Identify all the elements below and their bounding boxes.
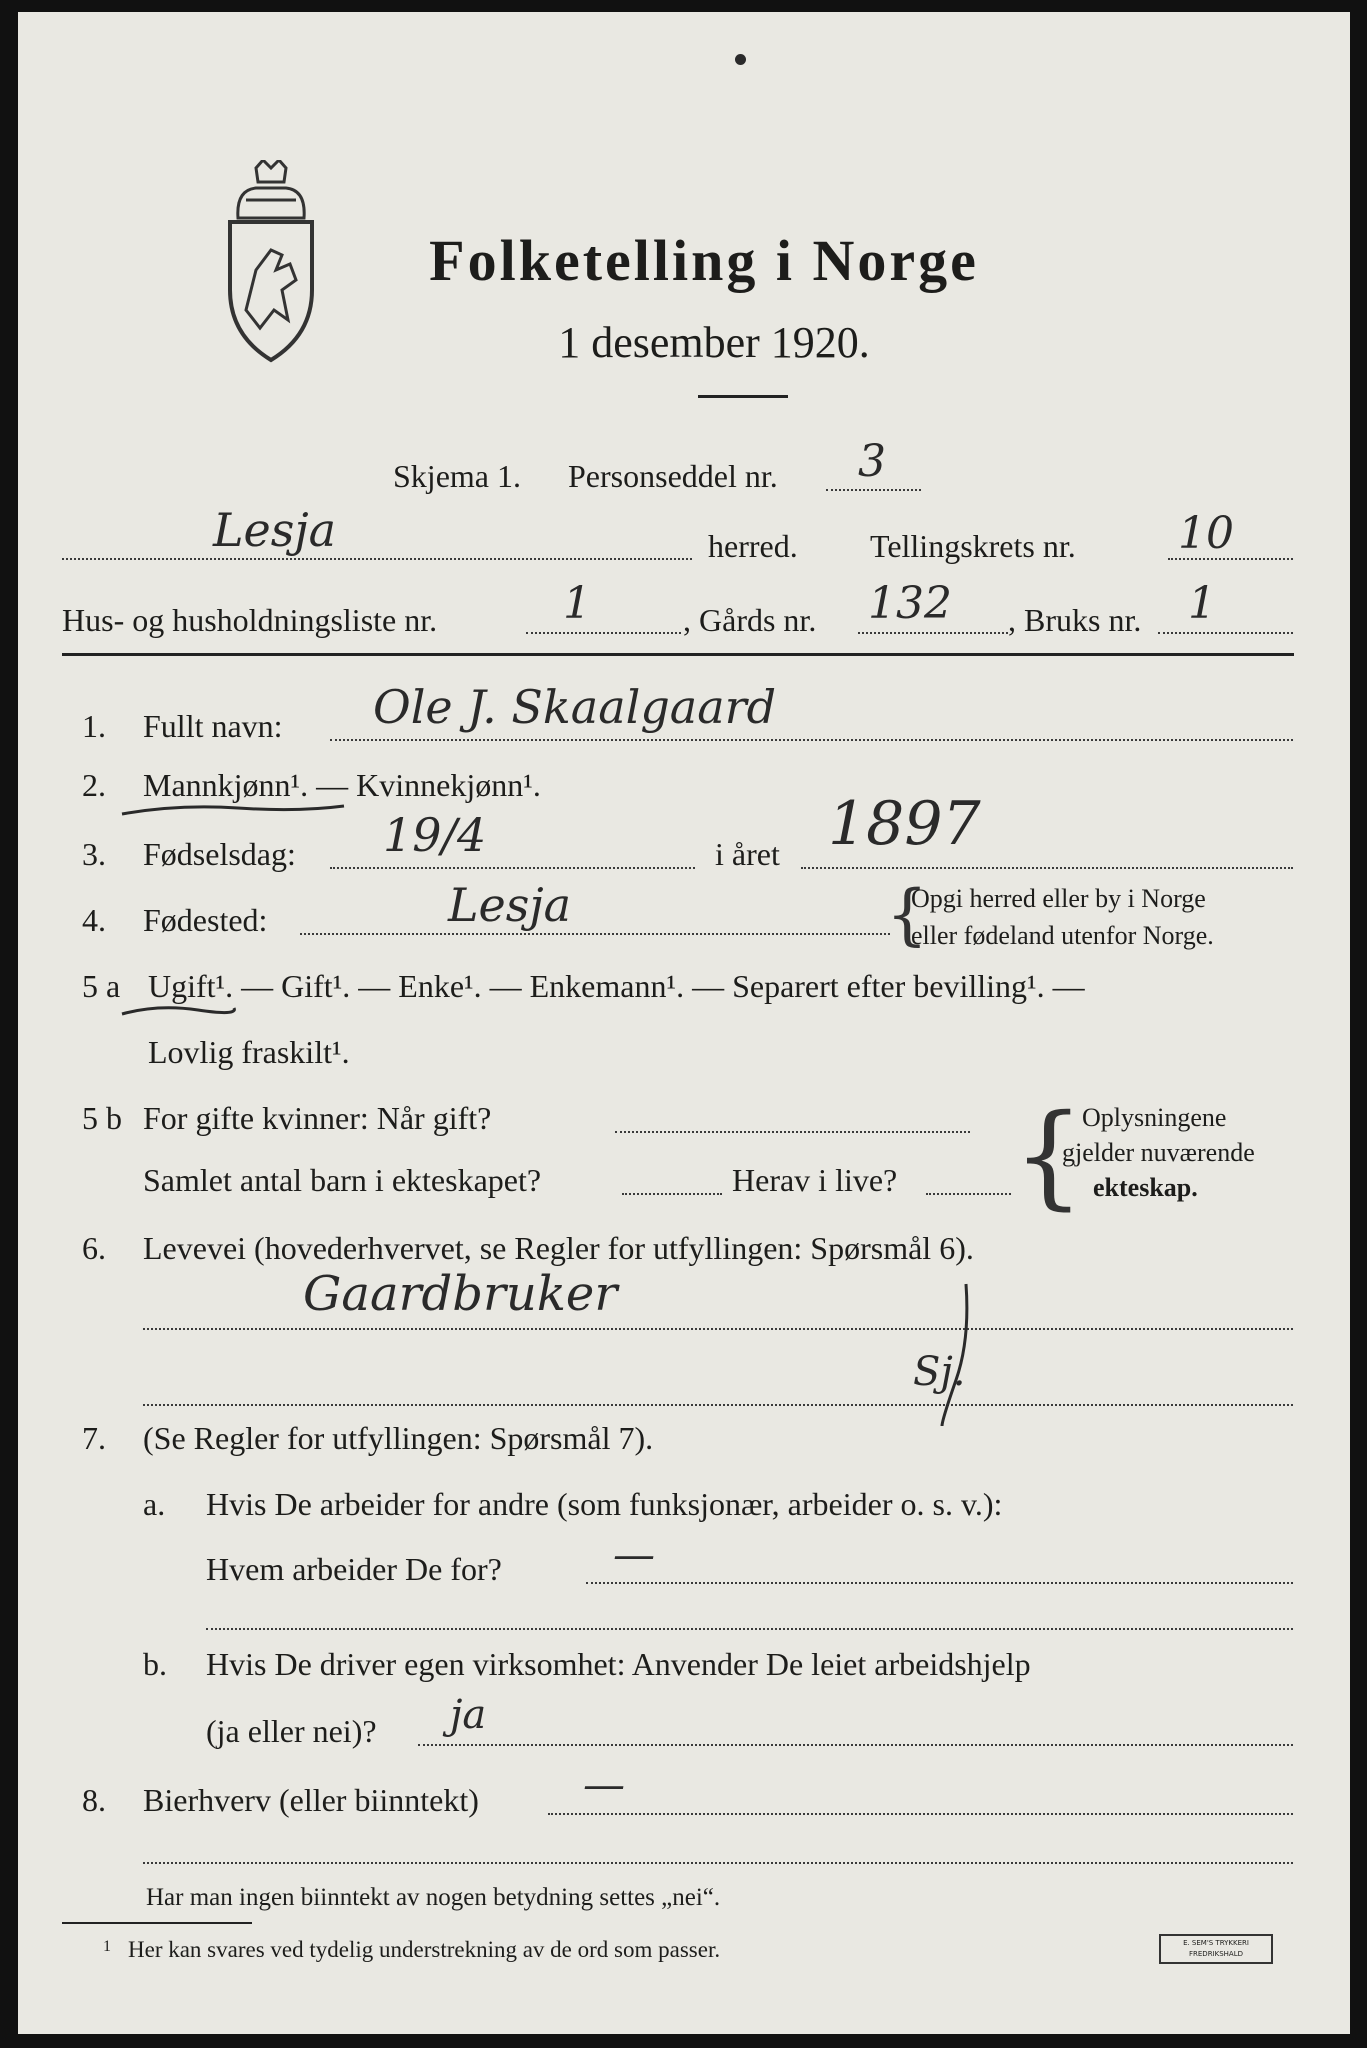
- q8-field-line: [548, 1813, 1293, 1815]
- q1-full-name-value[interactable]: Ole J. Skaalgaard: [373, 680, 777, 734]
- q3-number: 3.: [82, 836, 106, 872]
- q4-note-brace: {: [886, 876, 928, 953]
- bruks-value[interactable]: 1: [1188, 578, 1216, 629]
- q5b-children-field-line: [622, 1193, 722, 1195]
- q7b-letter: b.: [143, 1646, 167, 1682]
- q4-note-line2: eller fødeland utenfor Norge.: [911, 921, 1214, 950]
- q7b-line1: Hvis De driver egen virksomhet: Anvender De leiet arbeidshjelp: [206, 1646, 1031, 1682]
- q7-label: (Se Regler for utfyllingen: Spørsmål 7).: [143, 1420, 654, 1456]
- q5b-note-line3: ekteskap.: [1093, 1173, 1198, 1202]
- q6-check-stroke: [936, 1280, 976, 1430]
- q3-year-value[interactable]: 1897: [828, 789, 981, 859]
- census-date: 1 desember 1920.: [558, 318, 870, 367]
- q5b-note-brace: {: [1013, 1091, 1085, 1221]
- q5a-marital-options-cont: Lovlig fraskilt¹.: [148, 1034, 350, 1070]
- herred-value[interactable]: Lesja: [213, 503, 337, 557]
- q1-number: 1.: [82, 708, 106, 744]
- q3-year-field-line: [801, 867, 1293, 869]
- q8-label: Bierhverv (eller biinntekt): [143, 1782, 479, 1818]
- hus-value[interactable]: 1: [563, 578, 591, 629]
- q7a-employer-field-line: [586, 1582, 1293, 1584]
- q6-label: Levevei (hovederhvervet, se Regler for utfyllingen: Spørsmål 6).: [143, 1230, 974, 1266]
- q8-field-line-2: [143, 1862, 1293, 1864]
- tellingskrets-value[interactable]: 10: [1178, 508, 1234, 559]
- personseddel-label: Personseddel nr.: [568, 458, 778, 494]
- printer-stamp: [1159, 1934, 1273, 1964]
- q7a-letter: a.: [143, 1486, 166, 1522]
- q6-field-line-2: [143, 1404, 1293, 1406]
- herred-label: herred.: [708, 528, 798, 564]
- personseddel-field-line: [826, 489, 921, 491]
- q6-field-line-1: [143, 1328, 1293, 1330]
- header-divider: [62, 653, 1294, 656]
- q4-birthplace-field-line: [300, 933, 890, 935]
- q2-number: 2.: [82, 767, 106, 803]
- q5a-marital-options: Ugift¹. — Gift¹. — Enke¹. — Enkemann¹. — Separert efter bevilling¹. —: [148, 968, 1085, 1004]
- q5b-note-line2: gjelder nuværende: [1062, 1138, 1255, 1167]
- hus-field-line: [526, 632, 681, 634]
- footnote-mark: 1: [103, 1938, 111, 1955]
- gards-value[interactable]: 132: [868, 578, 952, 629]
- q2-gender-options: Mannkjønn¹. — Kvinnekjønn¹.: [143, 767, 541, 803]
- q7a-employer-value[interactable]: —: [613, 1530, 655, 1579]
- q7a-line1: Hvis De arbeider for andre (som funksjonær, arbeider o. s. v.):: [206, 1486, 1003, 1522]
- q1-field-line: [330, 739, 1293, 741]
- q6-number: 6.: [82, 1230, 106, 1266]
- bottom-note: Har man ingen biinntekt av nogen betydning settes „nei“.: [146, 1884, 721, 1911]
- q5a-number: 5 a: [82, 968, 121, 1004]
- q7a-employer-label: Hvem arbeider De for?: [206, 1551, 502, 1587]
- q5b-alive-label: Herav i live?: [732, 1162, 898, 1198]
- q3-label: Fødselsdag:: [143, 836, 296, 872]
- title-divider: [698, 395, 788, 398]
- q5b-number: 5 b: [82, 1100, 122, 1136]
- q5b-note-line1: Oplysningene: [1082, 1103, 1227, 1132]
- q5b-married-label: For gifte kvinner: Når gift?: [143, 1100, 492, 1136]
- q8-secondary-income-value[interactable]: —: [583, 1760, 625, 1809]
- q4-birthplace-value[interactable]: Lesja: [448, 878, 572, 932]
- personseddel-value[interactable]: 3: [858, 436, 886, 487]
- gards-label: , Gårds nr.: [683, 602, 817, 638]
- q2-underline-mark: [118, 800, 348, 820]
- q3-birthday-field-line: [330, 867, 695, 869]
- footnote-text: Her kan svares ved tydelig understrekning av de ord som passer.: [128, 1937, 721, 1962]
- q8-number: 8.: [82, 1782, 106, 1818]
- q6-occupation-value[interactable]: Gaardbruker: [303, 1266, 618, 1322]
- q7b-hired-help-field-line: [418, 1744, 1293, 1746]
- q4-note-line1: Opgi herred eller by i Norge: [911, 884, 1206, 913]
- q1-label: Fullt navn:: [143, 708, 283, 744]
- tellingskrets-label: Tellingskrets nr.: [870, 528, 1076, 564]
- printer-stamp-line2: FREDRIKSHALD: [1188, 1950, 1243, 1958]
- q4-number: 4.: [82, 902, 106, 938]
- q3-birthday-value[interactable]: 19/4: [383, 808, 487, 862]
- bruks-label: , Bruks nr.: [1008, 602, 1142, 638]
- q5a-underline-mark: [118, 1002, 238, 1022]
- q5b-children-label: Samlet antal barn i ekteskapet?: [143, 1162, 542, 1198]
- q7-number: 7.: [82, 1420, 106, 1456]
- q7b-hired-help-value[interactable]: ja: [450, 1692, 487, 1738]
- hus-label: Hus- og husholdningsliste nr.: [62, 602, 438, 638]
- q6-annotation: Sj.: [913, 1349, 966, 1395]
- q5b-alive-field-line: [926, 1193, 1011, 1195]
- schema-label: Skjema 1.: [393, 458, 521, 494]
- q3-year-label: i året: [715, 836, 780, 872]
- q7a-field-line-2: [206, 1628, 1293, 1630]
- gards-field-line: [858, 632, 1008, 634]
- form-title: Folketelling i Norge: [429, 228, 979, 293]
- census-form-sheet: [18, 12, 1350, 2034]
- q4-label: Fødested:: [143, 902, 268, 938]
- punch-hole-dot: [735, 54, 746, 65]
- footnote-divider: [62, 1922, 252, 1924]
- herred-field-line: [62, 558, 692, 560]
- q7b-hired-help-label: (ja eller nei)?: [206, 1713, 377, 1749]
- bruks-field-line: [1158, 632, 1293, 634]
- q5b-married-field-line: [615, 1131, 970, 1133]
- printer-stamp-line1: E. SEM'S TRYKKERI: [1183, 1939, 1249, 1947]
